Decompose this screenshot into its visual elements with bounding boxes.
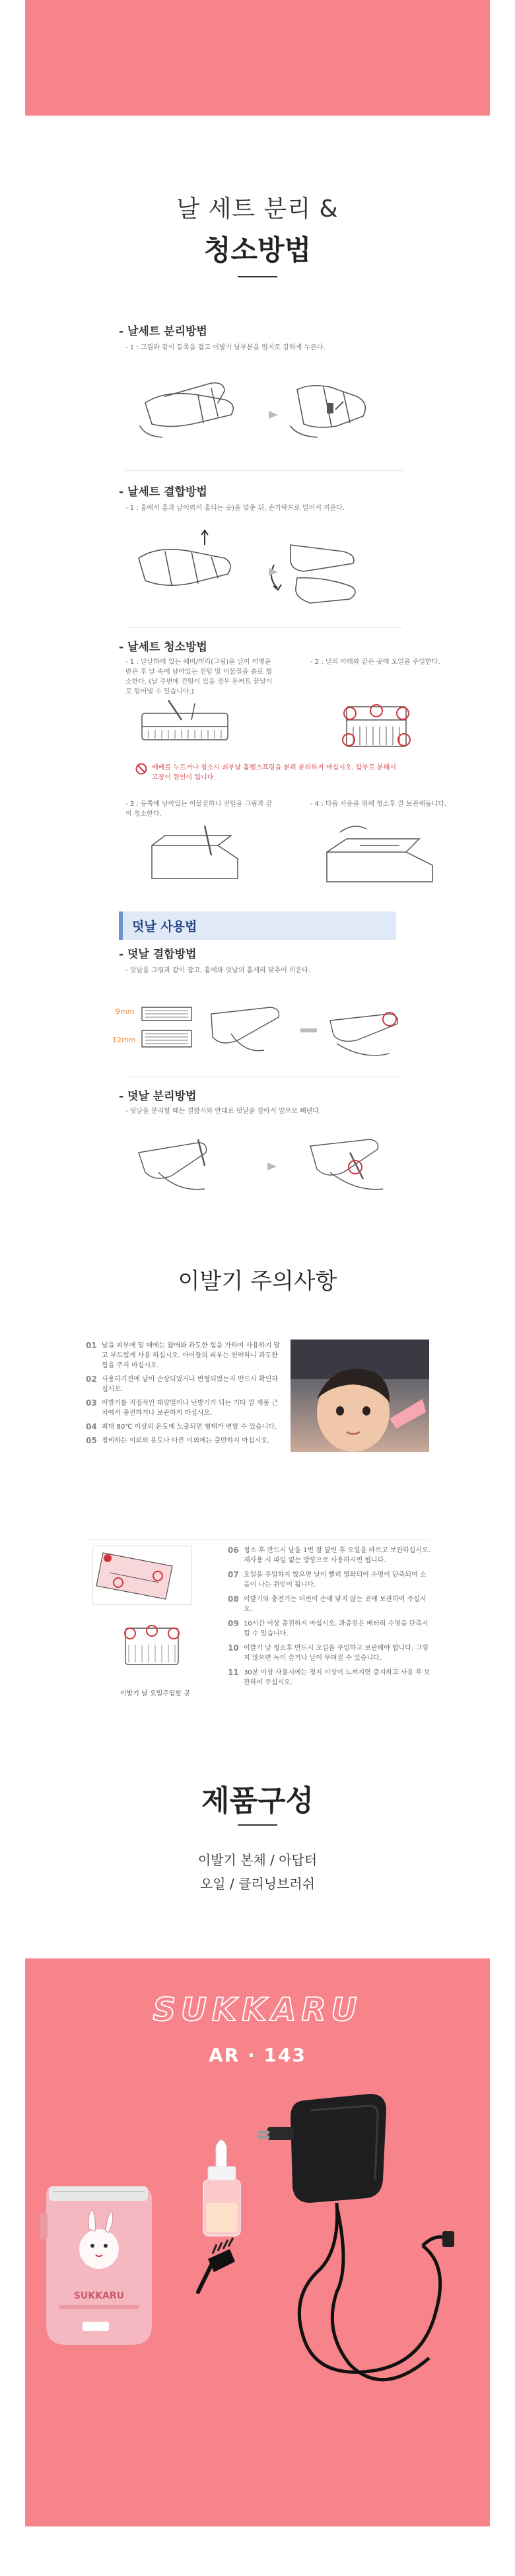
divider <box>125 470 403 471</box>
caution-item: 05 정비하는 이외의 용도나 다른 이외에는 출만하지 마십시오. <box>86 1436 270 1445</box>
top-pink-banner <box>25 0 490 116</box>
illustration-blade-separate <box>125 363 403 456</box>
heading-blade-separate: - 날세트 분리방법 <box>119 325 207 338</box>
child-haircut-photo <box>291 1340 429 1452</box>
caution-item: 03 이발기를 직접적인 태양열이나 난방기가 되는 기타 열 제품 근처에서 충전하거나 보관하지 마십시오. <box>86 1398 278 1417</box>
components-line-2: 오일 / 클리닝브러쉬 <box>199 1876 315 1892</box>
title-underline <box>238 276 277 277</box>
section-title-blade-separation: 날 세트 분리 & <box>176 196 339 223</box>
heading-blade-combine: - 날세트 결합방법 <box>119 485 207 499</box>
note-blade-separate: - 1 : 그림과 같이 등쪽을 잡고 이발기 날부분을 엄지로 강하게 누른다. <box>125 344 326 351</box>
illustration-brush-clean <box>129 700 267 753</box>
note-clean-step3: - 3 : 등쪽에 남아있는 이물질하니 전털을 그림과 같이 청소한다. <box>125 801 273 818</box>
brand-logo: SUKKARU <box>153 1991 362 2028</box>
components-line-1: 이발기 본체 / 아답터 <box>197 1852 318 1868</box>
caution-item: 02 사용하기전에 날이 손상되었거나 변형되었는지 반드시 확인하십시오. <box>86 1375 279 1393</box>
illustration-storage <box>320 819 439 885</box>
oil-point-illustration <box>116 1615 188 1674</box>
illustration-body-clean <box>139 819 258 885</box>
caution-item: 09 10시간 이상 충전하지 마십시오. 과충전은 배터리 수명을 단축시킬 수 있습니다. <box>228 1619 429 1637</box>
label-9mm: 9mm <box>116 1007 135 1016</box>
section-title-components: 제품구성 <box>201 1784 314 1818</box>
label-12mm: 12mm <box>112 1036 136 1044</box>
caution-item: 01 날을 피부에 밀 때에는 얇애와 과도한 힘을 가하여 사용하지 말고 부드럽게 사용 하십시오. 아이들의 피부는 연약하니 과도한 힘을 주지 마십시오. <box>86 1341 281 1369</box>
heading-comb-combine: - 덧날 결합방법 <box>119 948 197 961</box>
adapter-image <box>258 2094 454 2380</box>
caution-list-top <box>86 1341 284 1450</box>
caution-list-bottom <box>228 1546 432 1692</box>
note-comb-separate: - 덧날을 분리할 때는 결합시와 반대로 덧날을 잡아서 앞으로 빼낸다. <box>125 1108 322 1115</box>
arrow-right-icon <box>267 1163 277 1170</box>
prohibited-icon <box>135 763 147 775</box>
model-number: AR · 143 <box>209 2044 306 2066</box>
heading-comb-separate: - 덧날 분리방법 <box>119 1090 197 1103</box>
caution-item: 10 이발기 날 청소후 반드시 오일을 주입하고 보관해야 합니다. 그렇지 않으면 녹이 슬거나 날이 무뎌질 수 있습니다. <box>228 1643 429 1662</box>
note-blade-combine: - 1 : 홈에서 홈과 날이와서 홈되는 곳)을 맞춘 뒤, 손가락으로 밀어서 끼운다. <box>125 505 345 512</box>
illustration-oil-points <box>330 687 423 760</box>
note-clean-step1: - 1 : 날날하에 있는 헤비/머리(그림)을 날이 어떻을 받은 후 날 속에 남아있는 전털 및 이물질을 솔로 청소한다. (날 주변에 건털이 있을 경우 돈커트 끝날이로 털어낼 수 있습니다.) <box>125 659 273 696</box>
oil-caption: 이발기 날 오일주입할 곳 <box>120 1690 191 1698</box>
warning-disassemble: 베베를 누르거나 청소시 쇠부날 홈했스프링을 분리 분리하지 마십시오. 함부로 분해시 고장이 원인이 됩니다. <box>152 764 396 781</box>
title-underline <box>238 1824 277 1826</box>
note-comb-combine: - 덧날을 그림과 같이 잡고, 홈에와 덧날의 홈게리 맞추어 끼운다. <box>125 967 311 974</box>
tab-attachment-usage: 덧날 사용법 <box>119 912 396 940</box>
caution-item: 07 오일을 주입하지 않으면 날이 빨리 열화되어 수명이 단축되며 소음이 나는 원인이 됩니다. <box>228 1570 427 1589</box>
heading-blade-clean: - 날세트 청소방법 <box>119 641 207 654</box>
illustration-comb-combine <box>139 994 416 1067</box>
clipper-top-illustration <box>92 1546 191 1605</box>
oil-bottle-image <box>203 2140 240 2236</box>
divider <box>85 1539 430 1540</box>
arrow-right-icon <box>269 568 278 576</box>
section-title-cautions: 이발기 주의사항 <box>178 1268 337 1295</box>
caution-item: 06 청소 후 반드시 날을 1번 잘 말린 후 오일을 바르고 보관하십시오. 재사용 시 파일 없는 방향으로 사용하시면 됩니다. <box>228 1546 430 1564</box>
clipper-body-image <box>40 2186 152 2345</box>
arrow-right-icon <box>269 411 278 419</box>
caution-item: 11 30분 이상 사용시에는 정지 이상이 느껴지면 중지하고 사용 후 보관하여 주십시오. <box>228 1668 430 1686</box>
divider <box>125 627 403 628</box>
clipper-logo-text: SUKKARU <box>73 2291 125 2301</box>
caution-item: 08 이발기와 충전기는 어린이 손에 닿지 않는 곳에 보관하여 주십시오. <box>228 1594 427 1613</box>
note-clean-step2: - 2 : 날의 아래와 같은 곳에 오일을 주입한다. <box>310 659 440 666</box>
cleaning-brush-image <box>198 2238 235 2292</box>
note-clean-step4: - 4 : 다음 사용을 위해 청소후 잘 보관해둡니다. <box>310 801 447 808</box>
caution-item: 04 최대 80℃ 이상의 온도에 노출되면 형태가 변할 수 있습니다. <box>86 1422 277 1431</box>
product-photo <box>40 2081 475 2503</box>
section-title-cleaning: 청소방법 <box>203 234 312 266</box>
illustration-blade-combine <box>125 525 403 618</box>
